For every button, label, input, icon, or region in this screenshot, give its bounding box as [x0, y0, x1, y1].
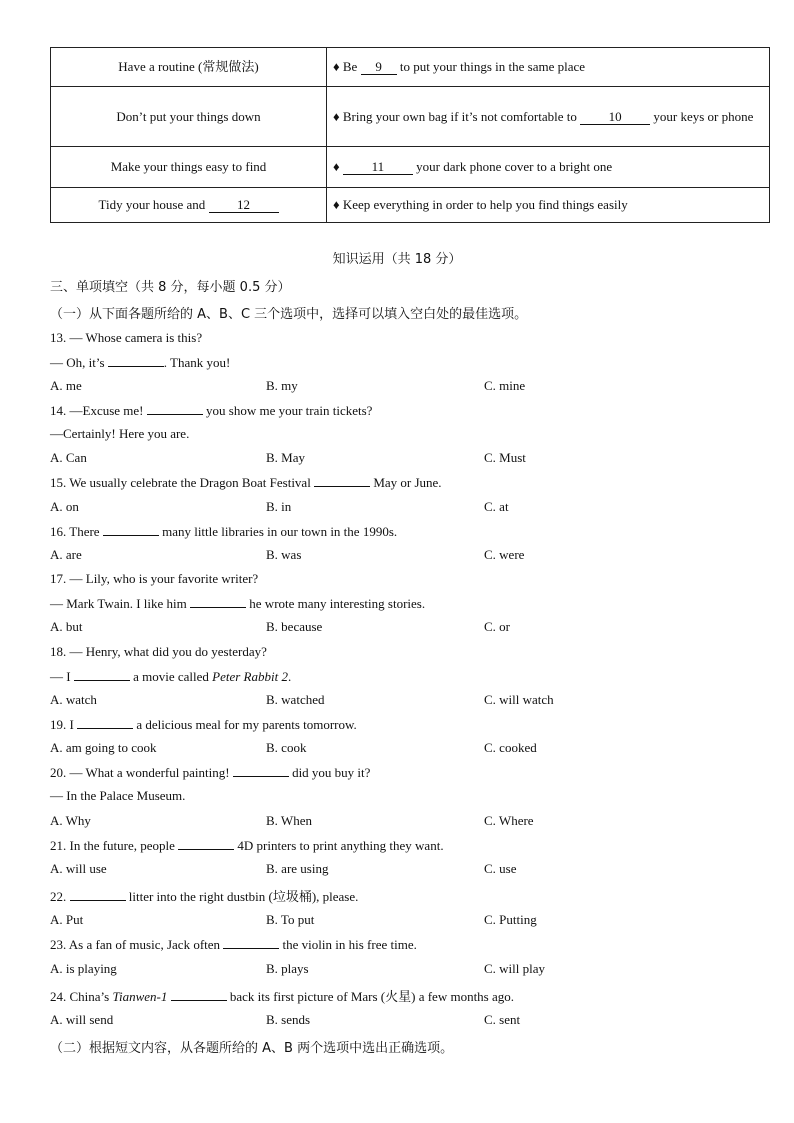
question-stem: [50, 936, 417, 953]
stem-text: a movie called: [129, 669, 213, 684]
answer-blank-10: 10: [580, 109, 650, 125]
option-b[interactable]: B. was: [266, 547, 302, 562]
option-a[interactable]: A. will use: [50, 861, 107, 876]
option-a[interactable]: A. Why: [50, 813, 91, 828]
answer-blank: [147, 402, 203, 415]
cell-text: your keys or phone: [650, 108, 754, 124]
question-stem: 17. — Lily, who is your favorite writer?: [50, 571, 259, 586]
cell-text: ♦ Be: [333, 59, 361, 74]
option-a[interactable]: A. but: [50, 619, 83, 634]
option-c[interactable]: C. Must: [484, 450, 526, 465]
option-c[interactable]: C. will play: [484, 961, 546, 976]
stem-text: 16. There: [50, 524, 103, 539]
table-row: [51, 87, 770, 147]
option-b[interactable]: B. watched: [266, 692, 325, 707]
section-title: 知识运用（共 18 分）: [332, 252, 462, 267]
option-c[interactable]: C. cooked: [484, 740, 537, 755]
option-c[interactable]: C. Putting: [484, 912, 537, 927]
cell-text: ♦: [333, 159, 343, 174]
answer-blank: [74, 668, 130, 681]
option-b[interactable]: B. plays: [266, 961, 309, 976]
answer-blank: [171, 988, 227, 1001]
question-stem: [50, 716, 357, 733]
answer-blank: [70, 888, 126, 901]
stem-text: a delicious meal for my parents tomorrow.: [133, 717, 357, 732]
stem-text: .: [287, 669, 292, 684]
stem-text: 14. —Excuse me!: [50, 403, 147, 418]
option-a[interactable]: A. will send: [50, 1012, 114, 1027]
table-cell: [327, 48, 770, 87]
stem-text: 22.: [50, 889, 70, 904]
question-stem: [50, 764, 370, 781]
option-a[interactable]: A. Put: [50, 912, 84, 927]
question-stem: [50, 523, 397, 540]
option-b[interactable]: B. sends: [266, 1012, 311, 1027]
answer-blank: [103, 523, 159, 536]
answer-blank: [108, 354, 164, 367]
probe-name: Tianwen-1: [112, 989, 168, 1004]
stem-text: 20. — What a wonderful painting!: [50, 765, 233, 780]
table-cell: Don’t put your things down: [51, 87, 327, 147]
answer-blank: [178, 837, 234, 850]
option-c[interactable]: C. will watch: [484, 692, 554, 707]
table-cell: Make your things easy to find: [51, 147, 327, 188]
question-line: [50, 595, 425, 612]
question-line: — In the Palace Museum.: [50, 788, 186, 803]
part-heading: 三、单项填空（共 8 分，每小题 0.5 分）: [50, 280, 291, 295]
answer-blank-9: 9: [361, 59, 397, 75]
cell-text: to put your things in the same place: [396, 59, 586, 74]
table-row: [51, 48, 770, 87]
answer-blank: [190, 595, 246, 608]
question-stem: [50, 837, 444, 854]
sub-instruction: （一）从下面各题所给的 A、B、C 三个选项中，选择可以填入空白处的最佳选项。: [50, 307, 528, 322]
option-a[interactable]: A. Can: [50, 450, 87, 465]
option-b[interactable]: B. my: [266, 378, 298, 393]
answer-blank: [223, 936, 279, 949]
stem-text: . Thank you!: [163, 355, 231, 370]
option-b[interactable]: B. cook: [266, 740, 307, 755]
option-c[interactable]: C. use: [484, 861, 517, 876]
option-b[interactable]: B. in: [266, 499, 292, 514]
table-cell: ♦ Keep everything in order to help you find things easily: [327, 188, 770, 223]
stem-text: — Oh, it’s: [50, 355, 108, 370]
table-cell: [327, 87, 770, 147]
stem-text: 19. I: [50, 717, 78, 732]
table-cell: [51, 188, 327, 223]
question-stem: 13. — Whose camera is this?: [50, 330, 203, 345]
stem-text: — Mark Twain. I like him: [50, 596, 191, 611]
stem-text: litter into the right dustbin (垃圾桶), please.: [125, 889, 359, 904]
question-line: —Certainly! Here you are.: [50, 426, 190, 441]
table-cell: Have a routine (常规做法): [51, 48, 327, 87]
stem-text: did you buy it?: [288, 765, 371, 780]
option-a[interactable]: A. am going to cook: [50, 740, 157, 755]
stem-text: — I: [50, 669, 74, 684]
stem-text: back its first picture of Mars (火星) a few months ago.: [226, 989, 515, 1004]
question-line: [50, 668, 291, 685]
option-c[interactable]: C. Where: [484, 813, 534, 828]
option-a[interactable]: A. watch: [50, 692, 97, 707]
option-b[interactable]: B. When: [266, 813, 312, 828]
question-stem: 18. — Henry, what did you do yesterday?: [50, 644, 267, 659]
stem-text: you show me your train tickets?: [202, 403, 373, 418]
answer-blank: [233, 764, 289, 777]
table-cell: [327, 147, 770, 188]
option-c[interactable]: C. mine: [484, 378, 526, 393]
table-row: [51, 188, 770, 223]
option-a[interactable]: A. on: [50, 499, 79, 514]
stem-text: many little libraries in our town in the 1990s.: [158, 524, 398, 539]
question-stem: [50, 402, 372, 419]
answer-blank-11: 11: [343, 159, 413, 175]
cell-text: your dark phone cover to a bright one: [412, 159, 613, 174]
question-line: [50, 354, 230, 371]
question-stem: [50, 474, 442, 491]
answer-blank-12: 12: [209, 197, 279, 213]
cell-text: ♦ Bring your own bag if it’s not comfortable to: [333, 108, 581, 124]
answer-blank: [314, 474, 370, 487]
table-row: [51, 147, 770, 188]
stem-text: the violin in his free time.: [279, 937, 417, 952]
question-stem: [50, 986, 514, 1005]
option-b[interactable]: B. are using: [266, 861, 329, 876]
stem-text: 21. In the future, people: [50, 838, 179, 853]
movie-title: Peter Rabbit 2: [212, 669, 288, 684]
option-c[interactable]: C. were: [484, 547, 525, 562]
option-a[interactable]: A. is playing: [50, 961, 117, 976]
option-c[interactable]: C. sent: [484, 1012, 521, 1027]
option-c[interactable]: C. at: [484, 499, 509, 514]
stem-text: 23. As a fan of music, Jack often: [50, 937, 224, 952]
stem-text: 24. China’s: [50, 989, 113, 1004]
question-stem: [50, 886, 358, 905]
stem-text: May or June.: [370, 475, 442, 490]
tips-table: [50, 47, 770, 223]
option-a[interactable]: A. are: [50, 547, 82, 562]
stem-text: he wrote many interesting stories.: [246, 596, 426, 611]
stem-text: 15. We usually celebrate the Dragon Boat Festival: [50, 475, 315, 490]
stem-text: 4D printers to print anything they want.: [234, 838, 444, 853]
option-c[interactable]: C. or: [484, 619, 510, 634]
cell-text: Tidy your house and: [98, 197, 209, 212]
option-b[interactable]: B. May: [266, 450, 305, 465]
option-b[interactable]: B. because: [266, 619, 323, 634]
answer-blank: [77, 716, 133, 729]
option-b[interactable]: B. To put: [266, 912, 315, 927]
option-a[interactable]: A. me: [50, 378, 82, 393]
sub-instruction: （二）根据短文内容，从各题所给的 A、B 两个选项中选出正确选项。: [50, 1041, 454, 1056]
